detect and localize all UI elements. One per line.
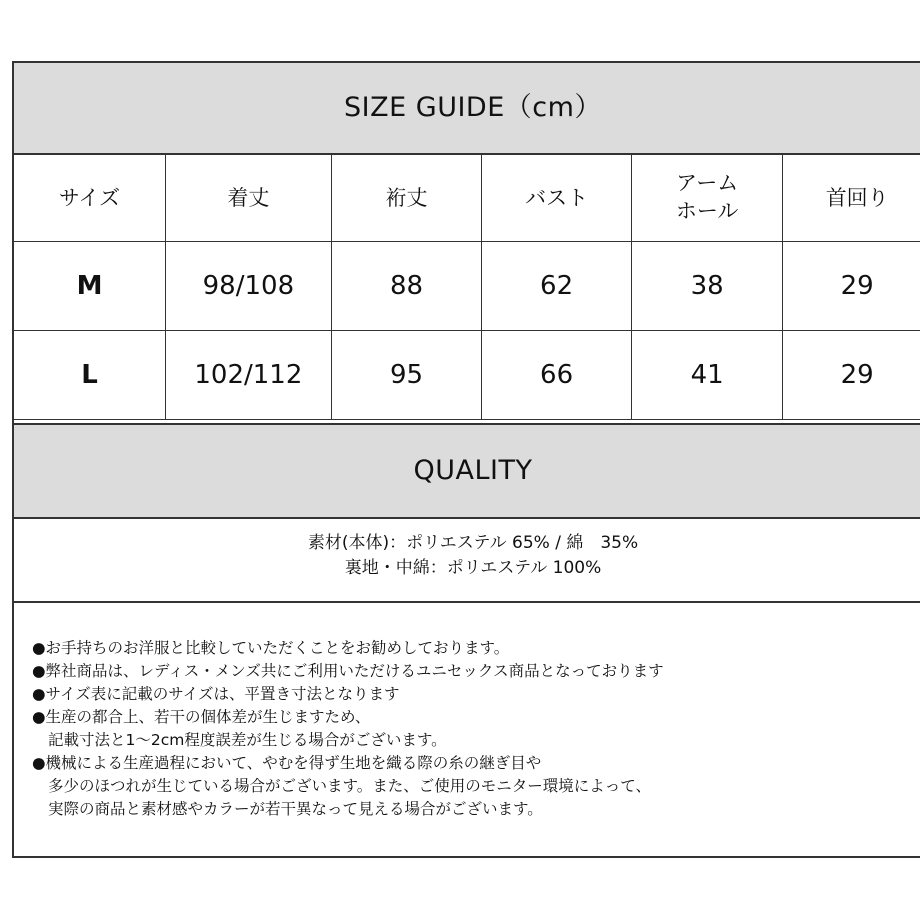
note-line: ●弊社商品は、レディス・メンズ共にご利用いただけるユニセックス商品となっております [32,662,664,680]
table-cell: 95 [331,331,482,420]
note-line: 記載寸法と1～2cm程度誤差が生じる場合がございます。 [48,731,447,749]
header-cell-bust: バスト [482,153,632,242]
header-cell-neck: 首回り [783,153,920,242]
size-guide-title: SIZE GUIDE（cm） [14,63,920,155]
size-guide-card [12,61,920,858]
note-line: ●サイズ表に記載のサイズは、平置き寸法となります [32,685,400,703]
size-table [14,153,920,420]
header-cell-size: サイズ [14,153,166,242]
table-cell: 29 [783,331,920,420]
material-section [14,515,920,603]
material-lining: 裏地・中綿：ポリエステル 100% [344,558,602,578]
table-cell: 41 [631,331,783,420]
table-row [14,331,920,420]
material-main: 素材(本体)：ポリエステル 65% / 綿 35% [307,533,639,553]
size-cell: M [14,242,166,331]
table-cell: 102/112 [166,331,332,420]
table-row [14,242,920,331]
header-cell-length: 着丈 [166,153,332,242]
note-line: ●生産の都合上、若干の個体差が生じますため、 [32,708,371,726]
size-table-header-row [14,153,920,242]
table-cell: 98/108 [166,242,332,331]
size-cell: L [14,331,166,420]
note-line: ●お手持ちのお洋服と比較していただくことをお勧めしております。 [32,639,510,657]
table-cell: 29 [783,242,920,331]
header-cell-sleeve: 裄丈 [331,153,482,242]
quality-title: QUALITY [14,423,920,519]
note-line: ●機械による生産過程において、やむを得ず生地を織る際の糸の継ぎ目や [32,754,542,772]
notes-list [32,637,920,821]
table-cell: 88 [331,242,482,331]
header-cell-armhole: アーム ホール [631,153,783,242]
note-line: 実際の商品と素材感やカラーが若干異なって見える場合がございます。 [48,800,543,818]
table-cell: 38 [631,242,783,331]
table-cell: 66 [482,331,632,420]
table-cell: 62 [482,242,632,331]
note-line: 多少のほつれが生じている場合がございます。また、ご使用のモニター環境によって、 [48,777,651,795]
